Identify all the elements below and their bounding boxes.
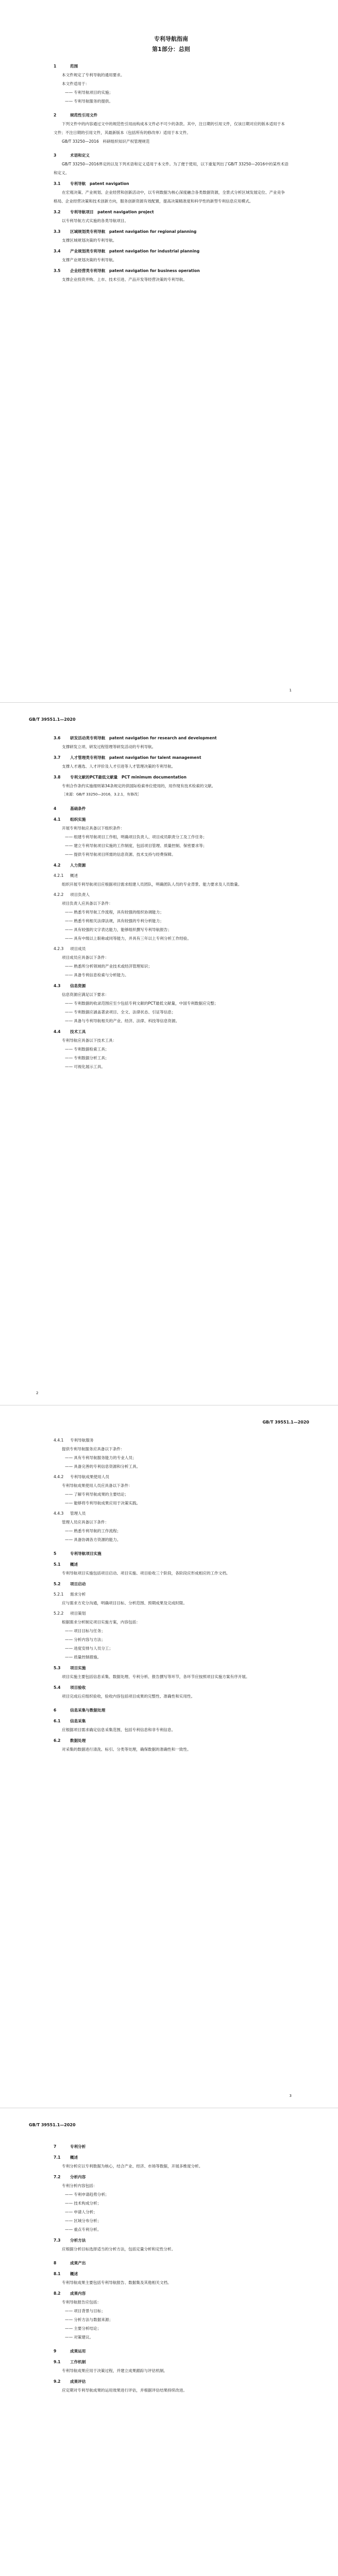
paragraph: 提供专利导航服务应具备以下条件： [62,1447,125,1451]
paragraph: 支撑研发立项、研发过程管理等研发活动的专利导航。 [62,744,156,749]
clause-number: 5.2 [54,1582,61,1586]
list-item: —— 组建专利导航项目工作组，明确项目负责人、项目成员职责分工及工作任务； [65,833,289,841]
paragraph: 信息资源应满足以下要求： [62,992,109,997]
section-heading [54,2259,289,2267]
subsection-heading [54,2173,289,2181]
subsection-heading [54,2377,289,2386]
list-item: —— 能够将专利导航成果应用于决策实践。 [65,1499,289,1507]
paragraph: 开展专利导航应具备以下组织条件： [62,826,125,831]
subsection-heading [54,981,289,990]
clause-number: 3.4 [54,249,61,253]
clause-title: 范围 [70,64,78,69]
document-title-line: 专利导航指南 [154,36,188,42]
list-item: —— 了解专利导航成果的主要结论； [65,1490,289,1499]
subsection-heading [54,2153,289,2162]
clause-title: 成果运用 [70,2349,86,2353]
paragraph: 在宏观决策、产业规划、企业经营和创新活动中，以专利数据为核心深度融合各类数据资源，全景式分析区域发展定位、产业竞争格局、企业经营决策和技术创新方向，服务创新资源有效配置，提高决策精准度和科学性的新型专利信息应用模式。 [54,190,285,204]
bullet-list [54,999,289,1025]
paragraph: 根据需求分析制定项目实施方案，内容包括： [62,1620,140,1624]
clause-number: 3.3 [54,229,61,234]
list-item: —— 具备完善的专利信息资源和分析工具。 [65,1462,289,1471]
clause-title: 区域规划类专利导航 patent navigation for regional planning [70,229,197,234]
list-item: —— 具有中级以上职称或同等能力，并具有三年以上专利分析工作经验。 [65,934,289,943]
page-number: 1 [289,688,292,692]
clause-number: 8.2 [54,2291,61,2296]
subsection-heading [54,1436,289,1445]
clause-title: 专利导航 patent navigation [70,181,129,186]
bullet-list [54,1527,289,1544]
paragraph: 专利导航应具备以下技术工具： [62,1038,117,1043]
clause-title: 信息资源 [70,984,86,988]
list-item: —— 具有较强的文字表达能力，能够组织撰写专利导航报告； [65,925,289,934]
list-item: —— 专利数据检索工具； [65,1045,289,1054]
bullet-list [54,1453,289,1471]
list-item: —— 分析方法与数据来源； [65,2315,289,2324]
subsection-heading [54,1683,289,1692]
clause-title: 专利导航项目 patent navigation project [70,210,154,214]
subsection-heading [54,2269,289,2278]
clause-number: 6.1 [54,1719,61,1723]
clause-number: 1 [54,64,57,69]
clause-title: 专利分析 [70,2144,86,2149]
subsection-heading [54,1717,289,1725]
clause-title: 人力资源 [70,863,86,868]
list-item: —— 熟悉所分析领域的产业技术或经济管理知识； [65,962,289,971]
clause-title: 项目成员 [70,946,86,951]
clause-number: 5.4 [54,1685,61,1690]
list-item: —— 专利数据的收录范围应至少包括专利文献的PCT最低文献量，中国专利数据应完整； [65,999,289,1008]
paragraph: GB/T 33250—2016 科研组织知识产权管理规范 [62,139,150,144]
clause-number: 3.6 [54,736,61,740]
paragraph: 专利导航成果应用于决策过程，并建立成果跟踪与评估机制。 [62,2368,168,2373]
clause-title: 技术工具 [70,1029,86,1034]
clause-title: 管理人员 [70,1511,86,1516]
section-heading [54,62,289,71]
subsection-heading [54,753,289,762]
list-item: —— 主要分析结论； [65,2324,289,2333]
list-item: —— 熟悉专利导航工作流程，具有较强的组织协调能力； [65,908,289,917]
clause-title: 人才管理类专利导航 patent navigation for talent management [70,755,201,760]
bullet-list [54,833,289,859]
list-item: —— 具备专利信息检索与分析能力。 [65,971,289,979]
clause-number: 9.2 [54,2379,61,2384]
list-item: —— 专利数据应涵盖著录项目、全文、法律状态、引证等信息； [65,1008,289,1016]
subsection-heading [54,1736,289,1745]
list-item: —— 专利导航项目的实施； [65,88,289,97]
paragraph: 本文件规定了专利导航的通用要求。 [62,73,125,77]
subsection-heading [54,1609,289,1618]
list-item: —— 分析内容与方法； [65,1635,289,1644]
paragraph: 专利分析应以专利数据为核心，结合产业、经济、市场等数据，开展多维度分析。 [62,2164,203,2168]
clause-title: 企业经营类专利导航 patent navigation for business operation [70,268,200,273]
clause-number: 3.1 [54,181,61,186]
paragraph: 支撑人才遴选、人才评价及人才引进等人才管理决策的专利导航。 [62,764,176,769]
list-item: —— 具有专利导航服务能力的专业人员； [65,1453,289,1462]
clause-number: 3.7 [54,755,61,760]
subsection-heading [54,890,289,899]
paragraph: 应根据分析目标选择适当的分析方法，包括定量分析和定性分析。 [62,2247,176,2251]
paragraph: 支撑产业规划决策的专利导航。 [62,258,117,262]
clause-title: 项目启动 [70,1582,86,1586]
clause-number: 4 [54,806,57,811]
list-item: —— 对策建议。 [65,2333,289,2342]
list-item: —— 专利申请趋势分析； [65,2190,289,2199]
list-item: —— 进度安排与人员分工； [65,1644,289,1653]
paragraph: 专利分析内容包括： [62,2183,97,2188]
clause-title: 专利导航项目实施 [70,1551,102,1556]
section-heading [54,1549,289,1558]
list-item: —— 专利导航服务的提供。 [65,97,289,106]
bullet-list [54,1626,289,1662]
list-item: —— 建立专利导航项目实施的工作制度，包括项目管理、质量控制、保密要求等； [65,841,289,850]
subsection-heading [54,861,289,870]
list-item: —— 项目背景与目标； [65,2307,289,2315]
clause-title: 专利文献的PCT最低文献量 PCT minimum documentation [70,775,187,779]
bullet-list [54,1045,289,1071]
clause-number: 4.2.3 [54,946,64,951]
clause-title: 概述 [70,2155,78,2160]
paragraph: 应与需求方充分沟通，明确项目目标、分析范围、预期成果及完成时限。 [62,1601,187,1605]
document-page [0,2108,338,2576]
clause-number: 9.1 [54,2360,61,2364]
paragraph: 专利合作条约实施细则第34条规定的供国际检索单位使用的，用作现有技术检索的文献。 [62,784,216,788]
clause-number: 4.4.2 [54,1475,64,1479]
clause-title: 成果内容 [70,2291,86,2296]
paragraph: 专利导航报告应包括： [62,2300,101,2304]
clause-title: 专利导航成果使用人员 [70,1475,109,1479]
clause-number: 6 [54,1708,57,1713]
page-header-left: GB/T 39551.1—2020 [29,2123,76,2127]
bullet-list [54,1490,289,1507]
clause-title: 信息采集与数据处理 [70,1708,106,1713]
document-title [54,34,289,55]
clause-number: 7.2 [54,2175,61,2179]
subsection-heading [54,773,289,782]
bullet-list [54,962,289,979]
clause-number: 4.2.1 [54,873,64,878]
clause-title: 项目验收 [70,1685,86,1690]
clause-number: 3.5 [54,268,61,273]
clause-title: 分析方法 [70,2238,86,2243]
list-item: —— 项目目标与任务； [65,1626,289,1635]
subsection-heading [54,1027,289,1036]
bullet-list [54,2190,289,2234]
paragraph: 下列文件中的内容通过文中的规范性引用而构成本文件必不可少的条款。其中，注日期的引用文件，仅该日期对应的版本适用于本文件；不注日期的引用文件，其最新版本（包括所有的修改单）适用于本文件。 [54,122,285,135]
clause-number: 5.2.2 [54,1611,64,1616]
subsection-heading [54,227,289,236]
paragraph: 项目实施主要包括信息采集、数据处理、专利分析、报告撰写等环节，各环节应按照项目实施方案有序开展。 [62,1674,250,1679]
clause-number: 3.2 [54,210,61,214]
clause-number: 8.1 [54,2272,61,2276]
paragraph: 应定期对专利导航成果的运用效果进行评估，并根据评估结果持续改进。 [62,2388,187,2393]
clause-number: 9 [54,2349,57,2353]
subsection-heading [54,1590,289,1599]
list-item: —— 具备与专利导航相关的产业、经济、法律、科技等信息资源。 [65,1016,289,1025]
clause-number: 4.1 [54,817,61,822]
clause-title: 工作机制 [70,2360,86,2364]
subsection-heading [54,815,289,824]
clause-title: 成果评估 [70,2379,86,2384]
paragraph: 管理人员应具备以下条件： [62,1520,109,1524]
subsection-heading [54,208,289,216]
clause-number: 6.2 [54,1738,61,1743]
clause-number: 3.8 [54,775,61,779]
subsection-heading [54,734,289,742]
clause-title: 数据处理 [70,1738,86,1743]
section-heading [54,111,289,120]
list-item: —— 重点专利分析。 [65,2225,289,2234]
subsection-heading [54,1509,289,1518]
clause-number: 7 [54,2144,57,2149]
clause-title: 成果产出 [70,2261,86,2265]
subsection-heading [54,1580,289,1588]
paragraph: 对采集的数据进行清洗、标引、分类等处理，确保数据的准确性和一致性。 [62,1747,191,1752]
clause-number: 5.3 [54,1666,61,1670]
clause-number: 4.2.2 [54,892,64,897]
subsection-heading [54,1664,289,1672]
bullet-list [54,908,289,943]
clause-number: 4.2 [54,863,61,868]
subsection-heading [54,247,289,256]
page-number: 3 [289,2094,292,2098]
subsection-heading [54,2358,289,2366]
list-item: —— 提供专利导航项目所需的信息资源、技术支持与经费保障。 [65,850,289,859]
subsection-heading [54,871,289,880]
clause-title: 产业规划类专利导航 patent navigation for industrial planning [70,249,200,253]
clause-title: 术语和定义 [70,153,90,158]
source-note: ［来源：GB/T 33250—2016，3.2.1，有修改］ [62,792,141,796]
list-item: —— 区域分布分析； [65,2216,289,2225]
clause-title: 需求分析 [70,1592,86,1597]
page-header-right: GB/T 39551.1—2020 [262,1420,309,1425]
paragraph: 以专利导航方式实施的各类导航项目。 [62,218,129,223]
list-item: —— 申请人分析； [65,2208,289,2216]
subsection-heading [54,266,289,275]
paragraph: 本文件适用于： [62,81,90,86]
paragraph: 专利导航成果主要包括专利导航报告、数据集及其他相关文档。 [62,2280,172,2285]
clause-number: 7.1 [54,2155,61,2160]
list-item: —— 熟悉专利导航的工作流程； [65,1527,289,1535]
clause-title: 研发活动类专利导航 patent navigation for research and development [70,736,217,740]
clause-title: 组织实施 [70,817,86,822]
subsection-heading [54,944,289,953]
clause-number: 4.4.1 [54,1438,64,1443]
paragraph: 支撑企业投资并购、上市、技术引进、产品开发等经营决策的专利导航。 [62,277,187,282]
clause-title: 规范性引用文件 [70,113,98,117]
clause-title: 项目实施 [70,1666,86,1670]
paragraph: 专利导航项目实施包括项目启动、项目实施、项目验收三个阶段，各阶段应形成相应的工作文档。 [62,1571,230,1575]
clause-title: 分析内容 [70,2175,86,2179]
section-heading [54,151,289,160]
clause-title: 专利导航服务 [70,1438,94,1443]
list-item: —— 熟悉专利相关法律法规，具有较强的专利分析能力； [65,917,289,925]
page-number: 2 [36,1391,39,1395]
list-item: —— 可视化展示工具。 [65,1062,289,1071]
paragraph: 组织开展专利导航项目应根据项目需求组建人员团队，明确团队人员的专业背景、能力要求及人员数量。 [62,882,242,887]
subsection-heading [54,179,289,188]
clause-number: 8 [54,2261,57,2265]
paragraph: 专利导航成果使用人员应具备以下条件： [62,1483,132,1488]
clause-title: 项目策划 [70,1611,86,1616]
subsection-heading [54,2236,289,2245]
section-heading [54,804,289,813]
clause-number: 4.4 [54,1029,61,1034]
section-heading [54,2142,289,2151]
list-item: —— 技术构成分析； [65,2199,289,2208]
paragraph: 项目负责人应具备以下条件： [62,901,113,906]
list-item: —— 质量控制措施。 [65,1653,289,1662]
clause-title: 概述 [70,2272,78,2276]
document-page [0,0,338,703]
paragraph: 项目成员应具备以下条件： [62,955,109,960]
clause-number: 2 [54,113,57,117]
bullet-list [54,2307,289,2342]
clause-number: 4.4.3 [54,1511,64,1516]
bullet-list [54,88,289,106]
document-page [0,1405,338,2108]
clause-title: 概述 [70,1562,78,1567]
subsection-heading [54,1560,289,1569]
paragraph: 项目完成后应组织验收，验收内容包括项目成果的完整性、准确性和实用性。 [62,1694,195,1699]
clause-title: 基础条件 [70,806,86,811]
clause-number: 7.3 [54,2238,61,2243]
list-item: —— 具备协调各方资源的能力。 [65,1535,289,1544]
section-heading [54,2347,289,2355]
clause-number: 5.2.1 [54,1592,64,1597]
page-header-left: GB/T 39551.1—2020 [29,717,76,722]
list-item: —— 专利数据分析工具； [65,1054,289,1062]
paragraph: GB/T 33250—2016界定的以及下列术语和定义适用于本文件。为了便于使用，以下重复列出了GB/T 33250—2016中的某些术语和定义。 [54,162,289,175]
clause-title: 项目负责人 [70,892,90,897]
document-title-line: 第1部分：总则 [152,46,190,53]
clause-number: 3 [54,153,57,158]
clause-number: 5 [54,1551,57,1556]
clause-number: 5.1 [54,1562,61,1567]
subsection-heading [54,1472,289,1481]
section-heading [54,1706,289,1715]
document-page [0,703,338,1405]
clause-title: 概述 [70,873,78,878]
clause-number: 4.3 [54,984,61,988]
clause-title: 信息采集 [70,1719,86,1723]
paragraph: 应根据项目需求确定信息采集范围，包括专利信息和非专利信息。 [62,1727,176,1732]
paragraph: 支撑区域规划决策的专利导航。 [62,238,117,243]
subsection-heading [54,2289,289,2298]
